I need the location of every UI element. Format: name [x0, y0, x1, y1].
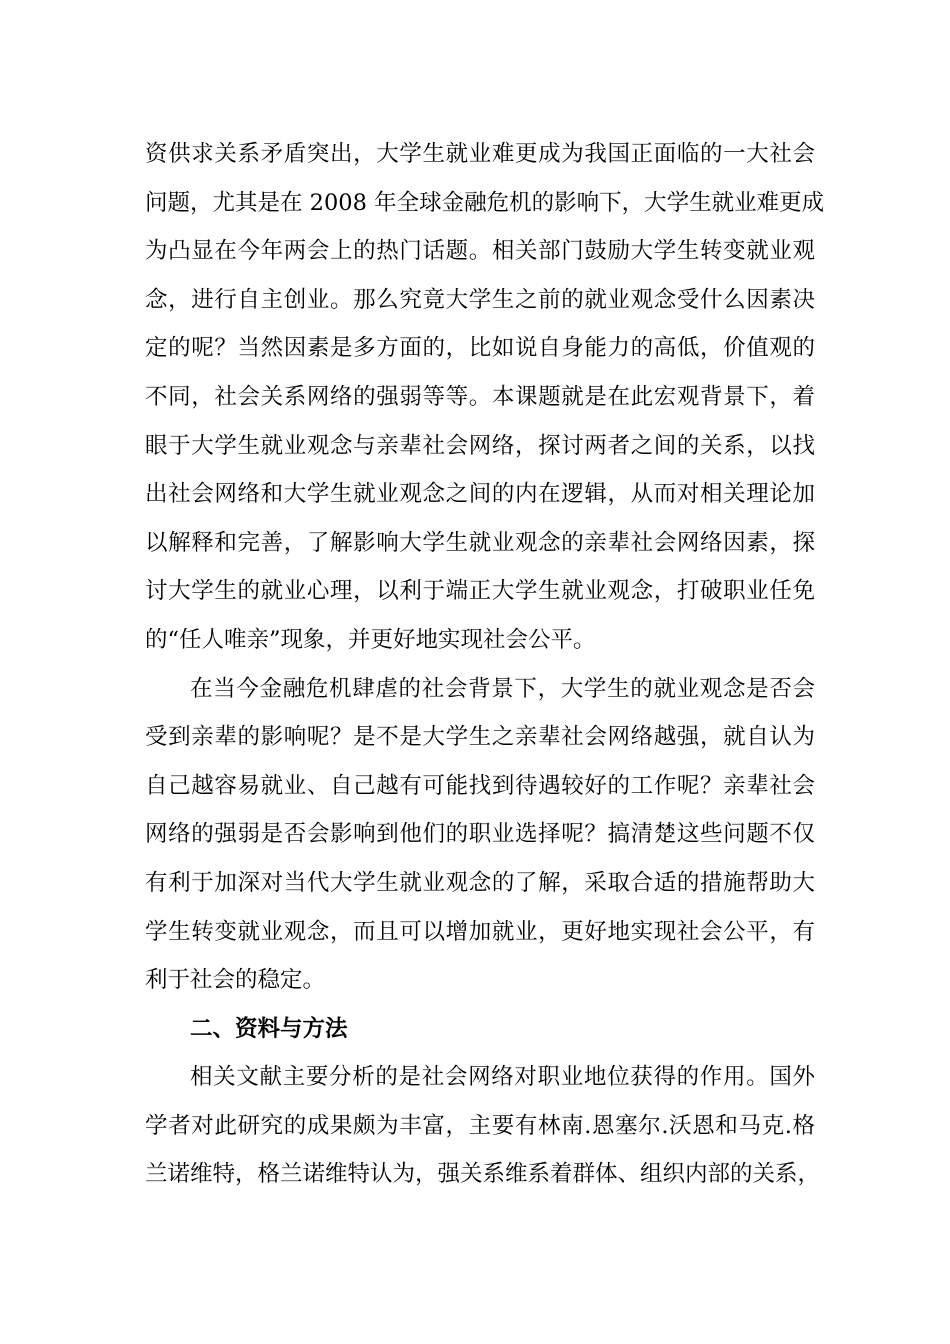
text-line: 利于社会的稳定。 — [145, 967, 326, 994]
body-text — [145, 130, 825, 1199]
text-line: 定的呢？当然因素是多方面的，比如说自身能力的高低，价值观的 — [145, 335, 815, 362]
text-line: 讨大学生的就业心理，以利于端正大学生就业观念，打破职业任免 — [145, 578, 815, 605]
text-line: 相关文献主要分析的是社会网络对职业地位获得的作用。国外 — [190, 1064, 815, 1091]
text-line: 网络的强弱是否会影响到他们的职业选择呢？搞清楚这些问题不仅 — [145, 821, 815, 848]
text-line: 为凸显在今年两会上的热门话题。相关部门鼓励大学生转变就业观 — [145, 238, 815, 265]
text-line: 资供求关系矛盾突出，大学生就业难更成为我国正面临的一大社会 — [145, 141, 815, 167]
text-line: 兰诺维特，格兰诺维特认为，强关系维系着群体、组织内部的关系， — [145, 1161, 821, 1188]
text-line: 不同，社会关系网络的强弱等等。本课题就是在此宏观背景下，着 — [145, 383, 815, 410]
paragraph-2 — [145, 665, 815, 1005]
text-line: 问题，尤其是在 2008 年全球金融危机的影响下，大学生就业难更成 — [145, 189, 825, 216]
text-line: 受到亲辈的影响呢？是不是大学生之亲辈社会网络越强，就自认为 — [145, 724, 815, 751]
paragraph-3 — [145, 1053, 821, 1199]
paragraph-1 — [145, 130, 825, 665]
text-line: 学生转变就业观念，而且可以增加就业，更好地实现社会公平，有 — [145, 918, 815, 945]
text-line: 在当今金融危机肆虐的社会背景下，大学生的就业观念是否会 — [190, 675, 815, 702]
text-line: 念，进行自主创业。那么究竟大学生之前的就业观念受什么因素决 — [145, 286, 815, 313]
text-line: 有利于加深对当代大学生就业观念的了解，采取合适的措施帮助大 — [145, 869, 815, 896]
text-line: 学者对此研究的成果颇为丰富，主要有林南.恩塞尔.沃恩和马克.格 — [145, 1112, 815, 1139]
text-line: 出社会网络和大学生就业观念之间的内在逻辑，从而对相关理论加 — [145, 481, 815, 508]
text-line: 眼于大学生就业观念与亲辈社会网络，探讨两者之间的关系，以找 — [145, 432, 815, 459]
text-line: 自己越容易就业、自己越有可能找到待遇较好的工作呢？亲辈社会 — [145, 772, 815, 799]
text-line: 以解释和完善，了解影响大学生就业观念的亲辈社会网络因素，探 — [145, 529, 815, 556]
text-line: 的“任人唯亲”现象，并更好地实现社会公平。 — [145, 626, 596, 653]
section-heading: 二、资料与方法 — [190, 1015, 348, 1042]
